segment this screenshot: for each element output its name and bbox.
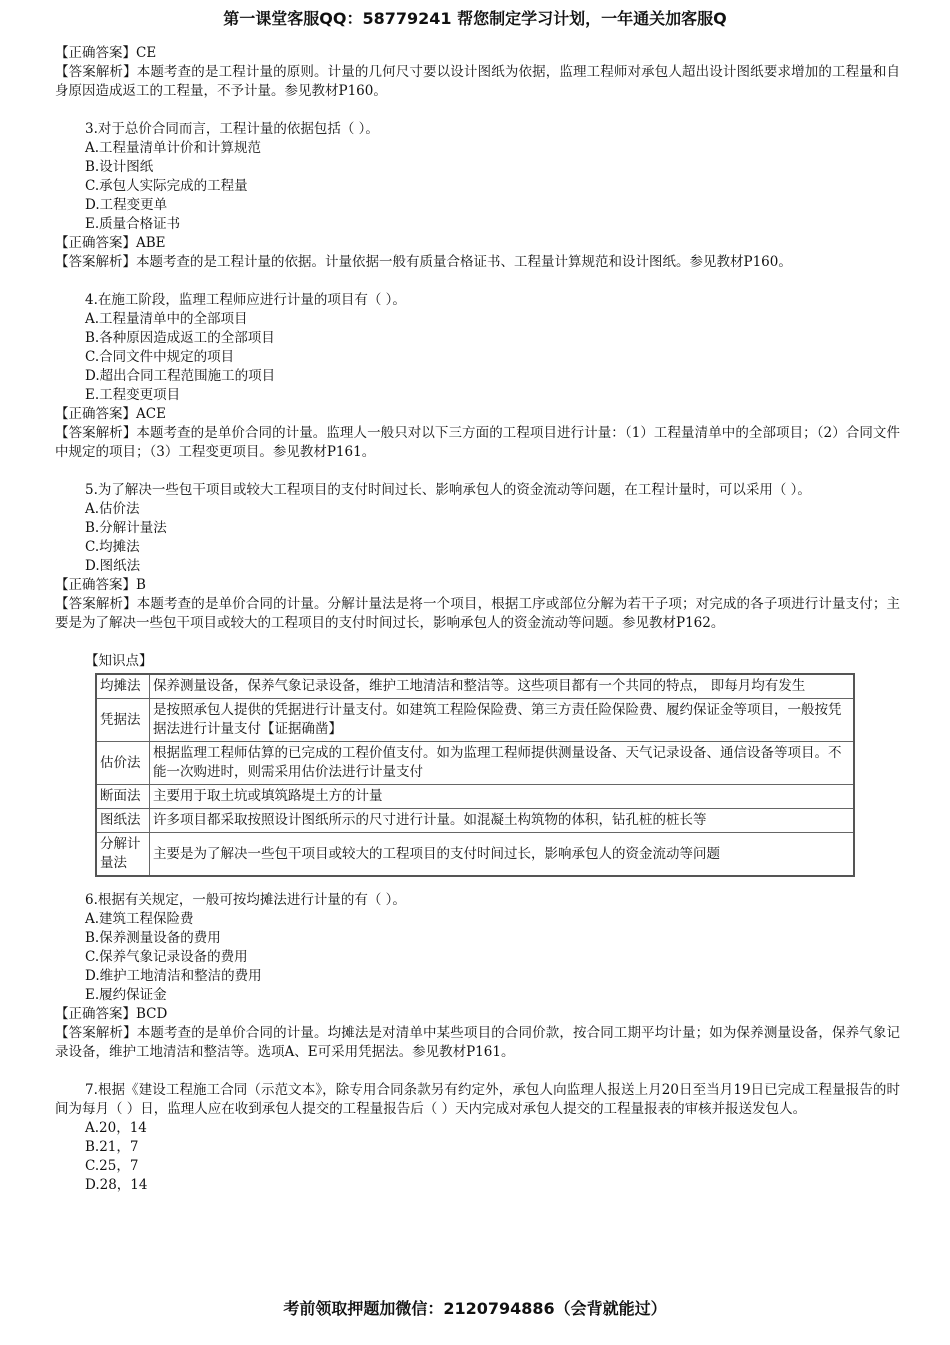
page-header: 第一课堂客服QQ：58779241 帮您制定学习计划，一年通关加客服Q: [223, 9, 727, 28]
method-name: 分解计量法: [96, 833, 150, 877]
q6-stem: 6.根据有关规定，一般可按均摊法进行计量的有（ ）。: [85, 892, 406, 908]
q4-stem: 4.在施工阶段，监理工程师应进行计量的项目有（ ）。: [85, 292, 406, 308]
q5-option: B.分解计量法: [85, 520, 167, 536]
q3-option: B.设计图纸: [85, 159, 154, 175]
q2-analysis: 【答案解析】本题考查的是工程计量的原则。计量的几何尺寸要以设计图纸为依据，监理工程师对承包人超出设计图纸要求增加的工程量和自身原因造成返工的工程量，不予计量。参见教材P160。: [55, 64, 900, 99]
q4-answer: 【正确答案】ACE: [55, 406, 166, 422]
method-description: 是按照承包人提供的凭据进行计量支付。如建筑工程险保险费、第三方责任险保险费、履约保证金等项目，一般按凭据法进行计量支付【证据确凿】: [150, 699, 855, 742]
q5-answer: 【正确答案】B: [55, 577, 146, 593]
q5-option: C.均摊法: [85, 539, 140, 555]
q6-option: D.维护工地清洁和整洁的费用: [85, 968, 262, 984]
method-description: 保养测量设备，保养气象记录设备，维护工地清洁和整洁等。这些项目都有一个共同的特点， 即每月均有发生: [150, 674, 855, 699]
method-name: 断面法: [96, 785, 150, 809]
q6-option: A.建筑工程保险费: [85, 911, 194, 927]
q5-analysis: 【答案解析】本题考查的是单价合同的计量。分解计量法是将一个项目，根据工序或部位分解为若干子项；对完成的各子项进行计量支付；主要是为了解决一些包干项目或较大的工程项目的支付时间过长，影响承包人的资金流动等问题。参见教材P162。: [55, 596, 900, 631]
method-description: 主要是为了解决一些包干项目或较大的工程项目的支付时间过长，影响承包人的资金流动等问题: [150, 833, 855, 877]
q4-option: A.工程量清单中的全部项目: [85, 311, 248, 327]
table-row: [96, 742, 854, 785]
q3-stem: 3.对于总价合同而言，工程计量的依据包括（ ）。: [85, 121, 379, 137]
q3-option: A.工程量清单计价和计算规范: [85, 140, 262, 156]
q3-option: E.质量合格证书: [85, 216, 181, 232]
page-footer: 考前领取押题加微信：2120794886（会背就能过）: [283, 1299, 667, 1318]
document-body: [55, 44, 900, 1195]
q7-option: D.28，14: [85, 1177, 148, 1193]
q5-stem: 5.为了解决一些包干项目或较大工程项目的支付时间过长、影响承包人的资金流动等问题，在工程计量时，可以采用（ ）。: [85, 482, 811, 498]
knowledge-title: 【知识点】: [85, 653, 153, 669]
method-name: 估价法: [96, 742, 150, 785]
method-description: 许多项目都采取按照设计图纸所示的尺寸进行计量。如混凝土构筑物的体积，钻孔桩的桩长等: [150, 809, 855, 833]
q5-option: A.估价法: [85, 501, 140, 517]
q6-answer: 【正确答案】BCD: [55, 1006, 168, 1022]
table-row: [96, 785, 854, 809]
q7-option: A.20，14: [85, 1120, 147, 1136]
q6-option: E.履约保证金: [85, 987, 167, 1003]
table-row: [96, 674, 854, 699]
table-row: [96, 809, 854, 833]
q2-answer: 【正确答案】CE: [55, 45, 157, 61]
q4-option: E.工程变更项目: [85, 387, 181, 403]
q5-option: D.图纸法: [85, 558, 141, 574]
q6-option: C.保养气象记录设备的费用: [85, 949, 248, 965]
q7-stem: 7.根据《建设工程施工合同（示范文本》，除专用合同条款另有约定外，承包人向监理人报送上月20日至当月19日已完成工程量报告的时间为每月（ ）日，监理人应在收到承包人提交的工程量报告后（ ）天内完成对承包人提交的工程量报表的审核并报送发包人。: [55, 1082, 900, 1117]
q6-option: B.保养测量设备的费用: [85, 930, 221, 946]
method-name: 图纸法: [96, 809, 150, 833]
q4-option: C.合同文件中规定的项目: [85, 349, 235, 365]
table-row: [96, 699, 854, 742]
knowledge-table: [95, 673, 855, 877]
q3-option: C.承包人实际完成的工程量: [85, 178, 248, 194]
method-name: 凭据法: [96, 699, 150, 742]
q3-option: D.工程变更单: [85, 197, 168, 213]
q7-option: C.25，7: [85, 1158, 139, 1174]
method-description: 主要用于取土坑或填筑路堤土方的计量: [150, 785, 855, 809]
q7-option: B.21，7: [85, 1139, 139, 1155]
q3-answer: 【正确答案】ABE: [55, 235, 166, 251]
method-name: 均摊法: [96, 674, 150, 699]
table-row: [96, 833, 854, 877]
q4-option: D.超出合同工程范围施工的项目: [85, 368, 276, 384]
q4-analysis: 【答案解析】本题考查的是单价合同的计量。监理人一般只对以下三方面的工程项目进行计量：（1）工程量清单中的全部项目；（2）合同文件中规定的项目；（3）工程变更项目。参见教材P161。: [55, 425, 900, 460]
q6-analysis: 【答案解析】本题考查的是单价合同的计量。均摊法是对清单中某些项目的合同价款，按合同工期平均计量；如为保养测量设备，保养气象记录设备，维护工地清洁和整洁等。选项A、E可采用凭据法。参见教材P161。: [55, 1025, 900, 1060]
q3-analysis: 【答案解析】本题考查的是工程计量的依据。计量依据一般有质量合格证书、工程量计算规范和设计图纸。参见教材P160。: [55, 254, 792, 270]
q4-option: B.各种原因造成返工的全部项目: [85, 330, 275, 346]
method-description: 根据监理工程师估算的已完成的工程价值支付。如为监理工程师提供测量设备、天气记录设备、通信设备等项目。不能一次购进时，则需采用估价法进行计量支付: [150, 742, 855, 785]
